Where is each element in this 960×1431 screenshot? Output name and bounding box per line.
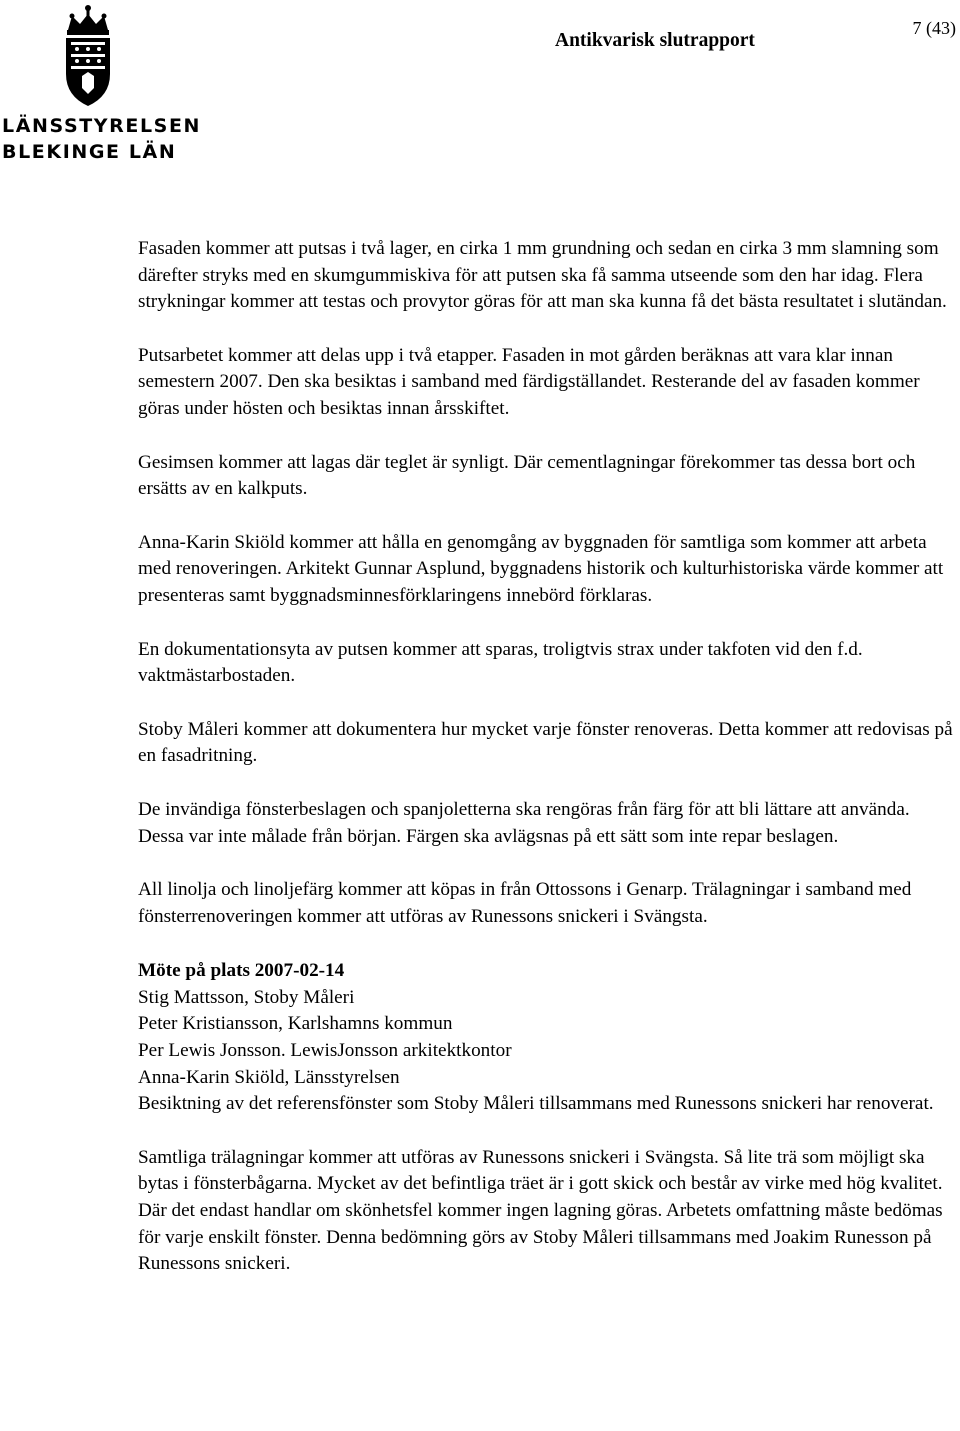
agency-logo <box>0 0 200 170</box>
paragraph-linolja: All linolja och linoljefärg kommer att köpas in från Ottossons i Genarp. Trälagningar i samband med fönsterrenoveringen kommer att utföras av Runessons snickeri i Svängsta. <box>138 879 912 927</box>
page-number: 7 (43) <box>912 18 956 38</box>
org-name-line-1: LÄNSSTYRELSEN <box>2 115 202 137</box>
attendee-line: Peter Kristiansson, Karlshamns kommun <box>138 1013 453 1035</box>
paragraph-dokumentera: Stoby Måleri kommer att dokumentera hur mycket varje fönster renoveras. Detta kommer att redovisas på en fasadritning. <box>138 718 953 767</box>
attendee-line: Anna-Karin Skiöld, Länsstyrelsen <box>138 1066 400 1088</box>
meeting-attendees <box>138 985 956 1091</box>
paragraph-dokumentationsyta: En dokumentationsyta av putsen kommer att sparas, troligtvis strax under takfoten vid den f.d. vaktmästarbostaden. <box>138 638 863 687</box>
attendee-line: Per Lewis Jonsson. LewisJonsson arkitektkontor <box>138 1040 512 1062</box>
paragraph-putsning: Fasaden kommer att putsas i två lager, en cirka 1 mm grundning och sedan en cirka 3 mm slamning som därefter stryks med en skumgummiskiva för att putsen ska få samma utseende som den har idag. Flera strykningar kommer att testas och provytor göras för att man ska kunna få det bästa resultatet i slutändan. <box>138 238 947 313</box>
attendee-line: Stig Mattsson, Stoby Måleri <box>138 986 355 1008</box>
paragraph-genomgang: Anna-Karin Skiöld kommer att hålla en genomgång av byggnaden för samtliga som kommer att arbeta med renoveringen. Arkitekt Gunnar Asplund, byggnadens historik och kulturhistoriska värde kommer att presenteras samt byggnadsminnesförklaringens innebörd förklaras. <box>138 531 944 606</box>
document-body <box>138 236 956 1305</box>
paragraph-gesims: Gesimsen kommer att lagas där teglet är synligt. Där cementlagningar förekommer tas dessa bort och ersätts av en kalkputs. <box>138 451 916 500</box>
paragraph-tralagningar: Samtliga trälagningar kommer att utföras av Runessons snickeri i Svängsta. Så lite trä som möjligt ska bytas i fönsterbågarna. Mycket av det befintliga träet är i gott skick och består av virke med hög kvalitet. Där det endast handlar om skönhetsfel kommer ingen lagning göras. Arbetets omfattning måste bedömas för varje enskilt fönster. Denna bedömning görs av Stoby Måleri tillsammans med Joakim Runesson på Runessons snickeri. <box>138 1146 943 1275</box>
paragraph-fonsterbeslag: De invändiga fönsterbeslagen och spanjoletterna ska rengöras från färg för att bli lättare att använda. Dessa var inte målade från början. Färgen ska avlägsnas på ett sätt som inte repar beslagen. <box>138 798 910 847</box>
report-title: Antikvarisk slutrapport <box>555 30 755 51</box>
meeting-note: Besiktning av det referensfönster som Stoby Måleri tillsammans med Runessons snickeri har renoverat. <box>138 1093 934 1115</box>
crown-crest-icon <box>62 4 114 108</box>
paragraph-etapper: Putsarbetet kommer att delas upp i två etapper. Fasaden in mot gården beräknas att vara klar innan semestern 2007. Den ska besiktas i samband med färdigställandet. Resterande del av fasaden kommer göras under hösten och besiktas innan årsskiftet. <box>138 344 920 419</box>
meeting-heading: Möte på plats 2007-02-14 <box>138 960 345 982</box>
org-name-line-2: BLEKINGE LÄN <box>2 141 177 163</box>
